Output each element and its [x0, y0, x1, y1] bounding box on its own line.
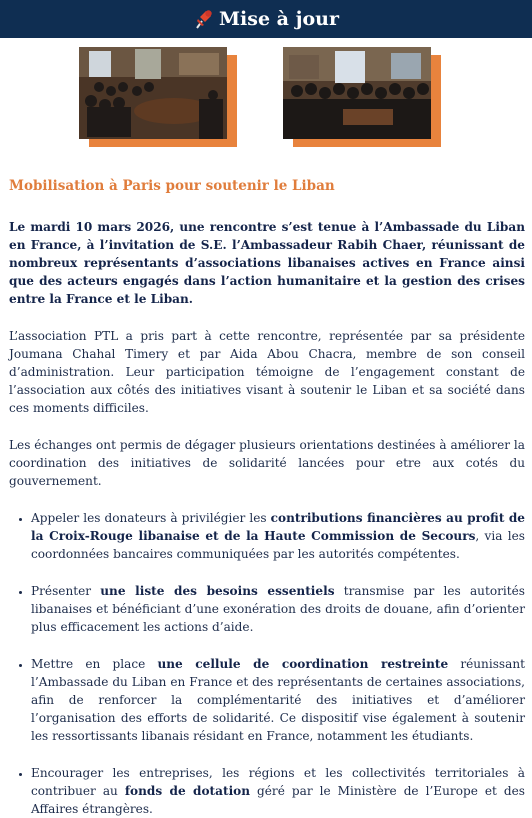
- photo-embassy-meeting-1: [79, 47, 227, 139]
- list-item: • Mettre en place une cellule de coordination restreinte réunissant l’Ambassade du Liban en France et des représentants de certaines associations, afin de renforcer la complémentarité des initiatives et d’améliorer l’organisation des efforts de solidarité. Ce dispositif vise également à soutenir les ressortissants libanais résidant en France, notamment les étudiants.: [31, 655, 525, 745]
- photo-image: [283, 47, 431, 139]
- photo-image: [79, 47, 227, 139]
- article-title: Mobilisation à Paris pour soutenir le Liban: [9, 178, 335, 194]
- photo-embassy-meeting-2: [283, 47, 431, 139]
- header-title: Mise à jour: [219, 8, 339, 30]
- list-item: • Appeler les donateurs à privilégier les contributions financières au profit de la Croix-Rouge libanaise et de la Haute Commission de Secours, via les coordonnées bancaires communiquées par les autorités compétentes.: [31, 509, 525, 563]
- photo-row: [0, 38, 532, 158]
- article-paragraph-2: Les échanges ont permis de dégager plusieurs orientations destinées à améliorer la coordination des initiatives de solidarité lancées pour etre aux cotés du gouvernement.: [9, 438, 525, 488]
- article: [0, 178, 532, 818]
- article-paragraph-1: L’association PTL a pris part à cette rencontre, représentée par sa présidente Joumana Chahal Timery et par Aida Abou Chacra, membre de son conseil d’administration. Leur participation témoigne de l’engagement constant de l’association aux côtés des initiatives visant à soutenir le Liban et sa société dans ces moments difficiles.: [9, 329, 525, 415]
- list-item: • Encourager les entreprises, les régions et les collectivités territoriales à contribuer au fonds de dotation géré par le Ministère de l’Europe et des Affaires étrangères.: [31, 764, 525, 818]
- orientations-list: [9, 509, 525, 818]
- list-item: • Présenter une liste des besoins essentiels transmise par les autorités libanaises et bénéficiant d’une exonération des droits de douane, afin d’orienter plus efficacement les actions d’aide.: [31, 582, 525, 636]
- article-lead: Le mardi 10 mars 2026, une rencontre s’est tenue à l’Ambassade du Liban en France, à l’invitation de S.E. l’Ambassadeur Rabih Chaer, réunissant de nombreux représentants d’associations libanaises actives en France ainsi que des acteurs engagés dans l’action humanitaire et la gestion des crises entre la France et le Liban.: [9, 220, 525, 306]
- header-banner: [0, 0, 532, 38]
- pushpin-icon: [193, 8, 213, 30]
